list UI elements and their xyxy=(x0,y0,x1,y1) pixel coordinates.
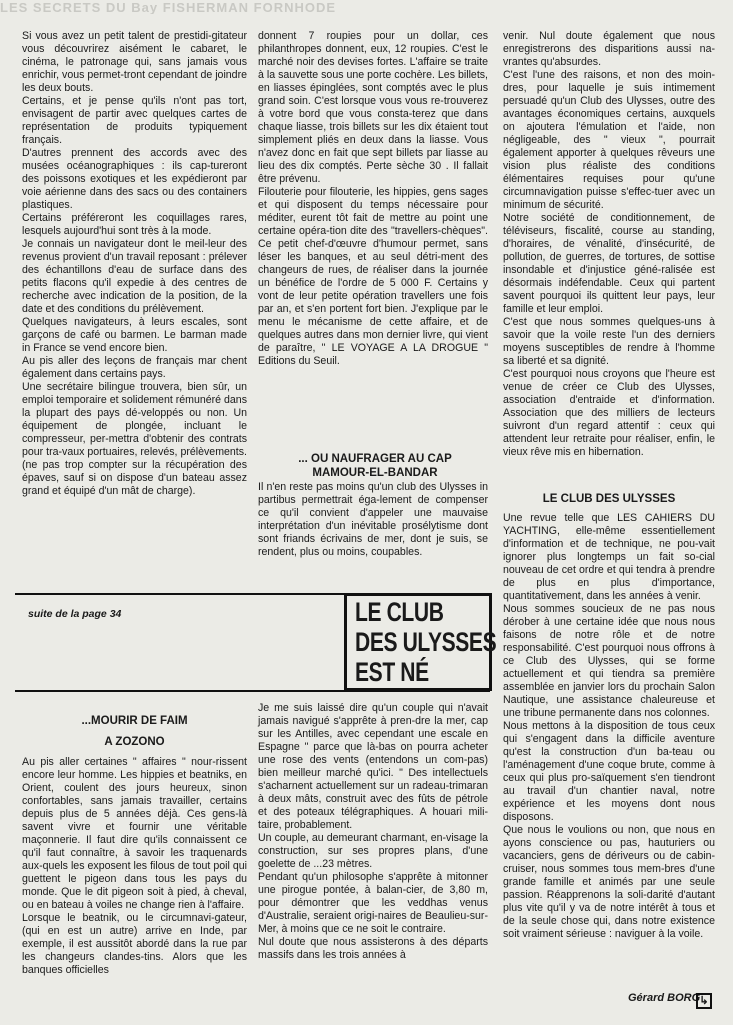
column-3-top-text xyxy=(503,30,715,459)
paragraph: Notre société de conditionnement, de téléviseurs, fiscalité, course au standing, d'horaires, de vénalité, d'insécurité, de pollution, de guerres, de tortures, de sottise insondable et d'injustice géné-ralisée est désormais indéfendable. Ceux qui partent savent pourquoi ils quittent leur pays, leur famille et leur emploi. xyxy=(503,212,715,315)
paragraph: Lorsque le beatnik, ou le circumnavi-gateur, (qui en est un autre) arrive en Inde, par exemple, il est aussitôt abordé dans la rue par les changeurs clandes-tins. Alors que les banques officielles xyxy=(22,912,247,976)
paragraph: Que nous le voulions ou non, que nous en ayons conscience ou pas, hauturiers ou vacanciers, gens de dériveurs ou de cabin-cruiser, nous sommes tous mem-bres d'une grande famille et animés par une seule passion. Réapprenons la soli-darité d'autant plus vite qu'il y va de notre intérêt à tous et de la seule chose qui, dans notre existence soit vraiment sérieuse : naviguer à la voile. xyxy=(503,824,715,940)
author-signature: Gérard BORG xyxy=(628,992,701,1004)
title-line-1: LE CLUB xyxy=(355,597,444,627)
paragraph: Nous mettons à la disposition de tous ceux qui s'engagent dans la difficile aventure qu'est la construction d'un ba-teau ou l'aménagement d'une coque brute, comme à ceux qui plus pro-saïquement s'en tiendront au travail d'un chantier naval, notre expérience et les moyens dont nous disposons. xyxy=(503,720,715,823)
paragraph: Une revue telle que LES CAHIERS DU YACHTING, elle-même essentiellement d'information et de technique, ne pou-vait ignorer plus longtemps un fait so-cial nouveau de cet ordre et qui tendra à prendre de plus en plus d'importance, quantitativement, dans les années à venir. xyxy=(503,512,715,602)
paragraph: C'est pourquoi nous croyons que l'heure est venue de créer ce Club des Ulysses, association d'entraide et d'information. Association que des milliers de lecteurs suivront d'un regard attentif : ceux qui attendent leur retraite pour réaliser, enfin, le vieux rêve mis en hibernation. xyxy=(503,368,715,458)
column-2-naufrager-text xyxy=(258,481,488,559)
paragraph: Quelques navigateurs, à leurs escales, sont garçons de café ou barmen. Le barman made in France se vend encore bien. xyxy=(22,316,247,354)
column-3-club-text xyxy=(503,512,715,941)
paragraph: Je me suis laissé dire qu'un couple qui n'avait jamais navigué s'apprête à pren-dre la mer, cap sur les Antilles, avec cependant une escale en Espagne " parce que là-bas on pourra acheter une rose des vents (entendons un com-pas) bien meilleur marché qu'ici. " Des intellectuels s'acharnent actuellement sur un radeau-trimaran à deux mâts, construit avec des fûts de pétrole et des poteaux télégraphiques. A houari mili-taire, probablement. xyxy=(258,702,488,831)
paragraph: Certains, et je pense qu'ils n'ont pas tort, envisagent de partir avec quelques cartes de représentation de produits typiquement français. xyxy=(22,95,247,146)
paragraph: Je connais un navigateur dont le meil-leur des revenus provient d'un travail reposant : prélever des échantillons d'eau de surface dans des petits flacons qu'il expedie à des centres de recherche avec indication de la position, de la date et des conditions du prélèvement. xyxy=(22,238,247,315)
paragraph: Certains préféreront les coquillages rares, lesquels aujourd'hui sont très à la mode. xyxy=(22,212,247,237)
paragraph: D'autres prennent des accords avec des musées océanographiques : ils cap-tureront des poissons exotiques et les expédieront par voie aérienne dans des sacs ou des containers plastiques. xyxy=(22,147,247,211)
suite-de-la-page-label: suite de la page 34 xyxy=(28,608,122,620)
paragraph: Filouterie pour filouterie, les hippies, gens sages et qui disposent du temps nécessaire pour méditer, eurent tôt fait de mettre au point une certaine opéra-tion dite des "travellers-chèques". Ce petit chef-d'œuvre d'humour permet, sans léser les banques, et au seul détri-ment des changeurs de rues, de réaliser dans la journée un bénéfice de l'ordre de 5 000 F. Certains y vont de leur petite opération travellers une fois par an, et s'en portent fort bien. J'explique par le menu le mécanisme de cette affaire, et de quelques autres dans mon dernier livre, qui vient de paraître, " LE VOYAGE A LA DROGUE " Editions du Seuil. xyxy=(258,186,488,367)
heading-a-zozono: A ZOZONO xyxy=(104,736,165,748)
paragraph: Si vous avez un petit talent de prestidi-gitateur vous découvrirez aisément le cabaret, le cinéma, le patronage qui, sans jamais vous enrichir, vous permet-tront cependant de joindre les deux bouts. xyxy=(22,30,247,94)
column-2-top-text xyxy=(258,30,488,368)
paragraph: Un couple, au demeurant charmant, en-visage la construction, sur ses propres plans, d'une goelette de ...23 mètres. xyxy=(258,832,488,870)
paragraph: donnent 7 roupies pour un dollar, ces philanthropes donnent, eux, 12 roupies. C'est le marché noir des devises fortes. L'affaire se traite à la sauvette sous une porte cochère. Les billets, en liasses épinglées, sont comptés avec le plus grand soin. C'est lorsque vous vous re-trouverez à votre bord que vous consta-terez que dans chaque liasse, trois billets sur les dix étaient tout simplement pliés en deux dans la liasse. Vous n'avez donc en fait que sept billets par liasse au lieu des dix comptés. Perte sèche 30 . Il fallait être prévenu. xyxy=(258,30,488,185)
faint-bleedthrough-header: LES SECRETS DU Bay FISHERMAN FORNHODE xyxy=(0,0,337,14)
paragraph: Au pis aller certaines " affaires " nour-rissent encore leur homme. Les hippies et beatniks, en Orient, coulent des jours heureux, sinon confortables, sans jamais travailler, certains depuis plus de 5 années déjà. Ces gens-là savent vivre et fournir une véritable maçonnerie. Il faut dire qu'ils connaissent ce qu'il faut connaître, à savoir les traquenards aux-quels les exposent les filous de tout poil qui guettent le pigeon dans tous les pays du monde. Que le dit pigeon soit à pied, à cheval, ou en bateau à voiles ne change rien à l'affaire. xyxy=(22,756,247,911)
title-line-2: DES ULYSSES xyxy=(355,627,497,657)
title-line-3: EST NÉ xyxy=(355,657,429,687)
column-2-bottom-text xyxy=(258,702,488,962)
column-1-top-text xyxy=(22,30,247,498)
paragraph: Il n'en reste pas moins qu'un club des Ulysses in partibus permettrait éga-lement de compenser ce qu'il convient d'appeler une mauvaise interprétation d'un inévitable prosélytisme dont sont friands écrivains de mer, dont je suis, se rendent, plus ou moins, coupables. xyxy=(258,481,488,558)
paragraph: venir. Nul doute également que nous enregistrerons des disparitions aussi na-vrantes qu'absurdes. xyxy=(503,30,715,68)
paragraph: C'est l'une des raisons, et non des moin-dres, pour laquelle je suis intimement persuadé qu'un Club des Ulysses, outre des avantages économiques certains, auxquels on ajoutera l'émulation et l'aide, non négligeable, des " vieux ", pourrait également apporter à quelques rêveurs une vision plus réaliste des conditions élémentaires requises pour qu'une circumnavigation puisse s'effec-tuer avec un minimum de sécurité. xyxy=(503,69,715,211)
column-1-bottom-text xyxy=(22,756,247,977)
heading-mourir-de-faim: ...MOURIR DE FAIM xyxy=(81,715,188,727)
continue-arrow-icon: ↳ xyxy=(696,993,712,1009)
paragraph: Pendant qu'un philosophe s'apprête à mitonner une pirogue pontée, à balan-cier, de 3,80 m, pour démontrer que les veddhas venus d'Australie, seraient origi-naires de Beaulieu-sur-Mer, à moins que ce ne soit le contraire. xyxy=(258,871,488,935)
paragraph: Nous sommes soucieux de ne pas nous dérober à une certaine idée que nous nous faisons de notre rôle et de notre responsabilité. C'est pourquoi nous offrons à ce Club des Ulysses, qui se forme actuellement et qui tiendra sa première assemblée en janvier lors du prochain Salon Nautique, une assistance chaleureuse et une tribune permanente dans nos colonnes. xyxy=(503,603,715,719)
paragraph: Nul doute que nous assisterons à des départs massifs dans les trois années à xyxy=(258,936,488,961)
paragraph: Au pis aller des leçons de français mar chent également dans certains pays. xyxy=(22,355,247,380)
paragraph: Une secrétaire bilingue trouvera, bien sûr, un emploi temporaire et solidement rémunéré dans la plupart des pays dé-veloppés ou non. Un équipement de plongée, incluant le compresseur, per-mettra d'obtenir des contrats pour tra-vaux portuaires, relevés, prélèvements. (ne pas trop compter sur la récupération des épaves, sauf si on dispose d'un bateau assez grand et équipé d'un mât de charge). xyxy=(22,381,247,497)
paragraph: C'est que nous sommes quelques-uns à savoir que la voile reste l'un des derniers moyens susceptibles de rendre à l'homme sa liberté et sa dignité. xyxy=(503,316,715,367)
heading-naufrager: ... OU NAUFRAGER AU CAP MAMOUR-EL-BANDAR xyxy=(298,453,452,479)
heading-club-des-ulysses: LE CLUB DES ULYSSES xyxy=(542,493,676,505)
